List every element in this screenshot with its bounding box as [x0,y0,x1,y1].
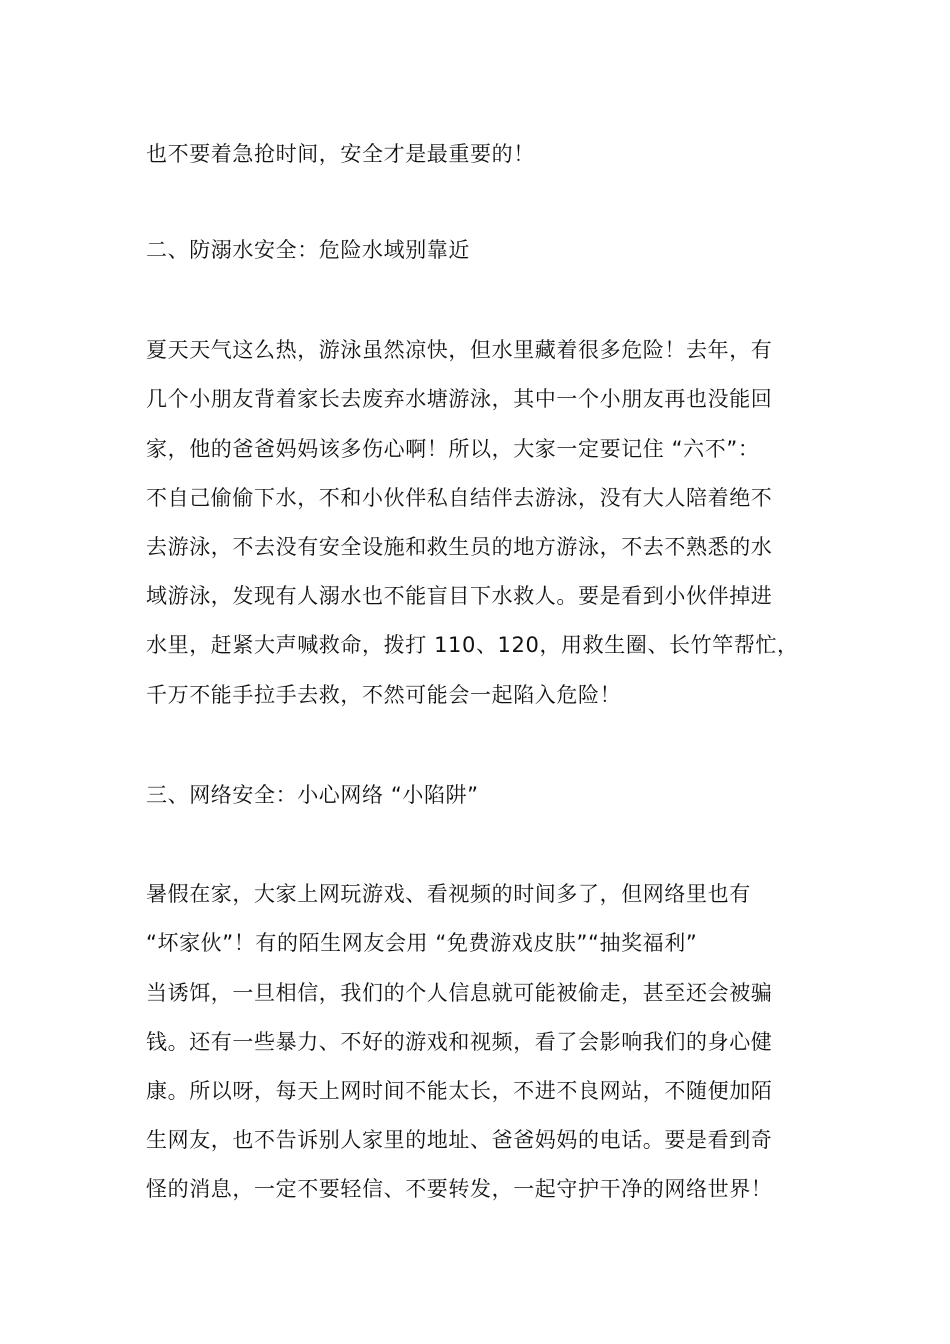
paragraph-line: 家，他的爸爸妈妈该多伤心啊！所以，大家一定要记住 “六不”： [146,437,760,461]
section-heading-internet: 三、网络安全：小心网络 “小陷阱” [146,783,479,807]
paragraph-line: 不自己偷偷下水，不和小伙伴私自结伴去游泳，没有大人陪着绝不 [146,486,773,510]
paragraph-line: 也不要着急抢时间，安全才是最重要的！ [146,142,535,166]
paragraph-line: 域游泳，发现有人溺水也不能盲目下水救人。要是看到小伙伴掉进 [146,584,773,608]
paragraph-line: 夏天天气这么热，游泳虽然凉快，但水里藏着很多危险！去年，有 [146,338,773,362]
paragraph-line: “坏家伙”！有的陌生网友会用 “免费游戏皮肤”“抽奖福利” [146,931,698,955]
paragraph-line: 当诱饵，一旦相信，我们的个人信息就可能被偷走，甚至还会被骗 [146,981,773,1005]
paragraph-line: 康。所以呀，每天上网时间不能太长，不进不良网站，不随便加陌 [146,1079,773,1103]
paragraph-line: 暑假在家，大家上网玩游戏、看视频的时间多了，但网络里也有 [146,882,751,906]
paragraph-line: 生网友，也不告诉别人家里的地址、爸爸妈妈的电话。要是看到奇 [146,1128,773,1152]
paragraph-line: 千万不能手拉手去救，不然可能会一起陷入危险！ [146,683,622,707]
paragraph-line: 几个小朋友背着家长去废弃水塘游泳，其中一个小朋友再也没能回 [146,387,773,411]
paragraph-line: 去游泳，不去没有安全设施和救生员的地方游泳，不去不熟悉的水 [146,535,773,559]
paragraph-line: 水里，赶紧大声喊救命，拨打 110、120，用救生圈、长竹竿帮忙， [146,633,799,657]
paragraph-line: 怪的消息，一定不要轻信、不要转发，一起守护干净的网络世界！ [146,1177,773,1201]
section-heading-drowning: 二、防溺水安全：危险水域别靠近 [146,238,470,262]
paragraph-line: 钱。还有一些暴力、不好的游戏和视频，看了会影响我们的身心健 [146,1030,773,1054]
